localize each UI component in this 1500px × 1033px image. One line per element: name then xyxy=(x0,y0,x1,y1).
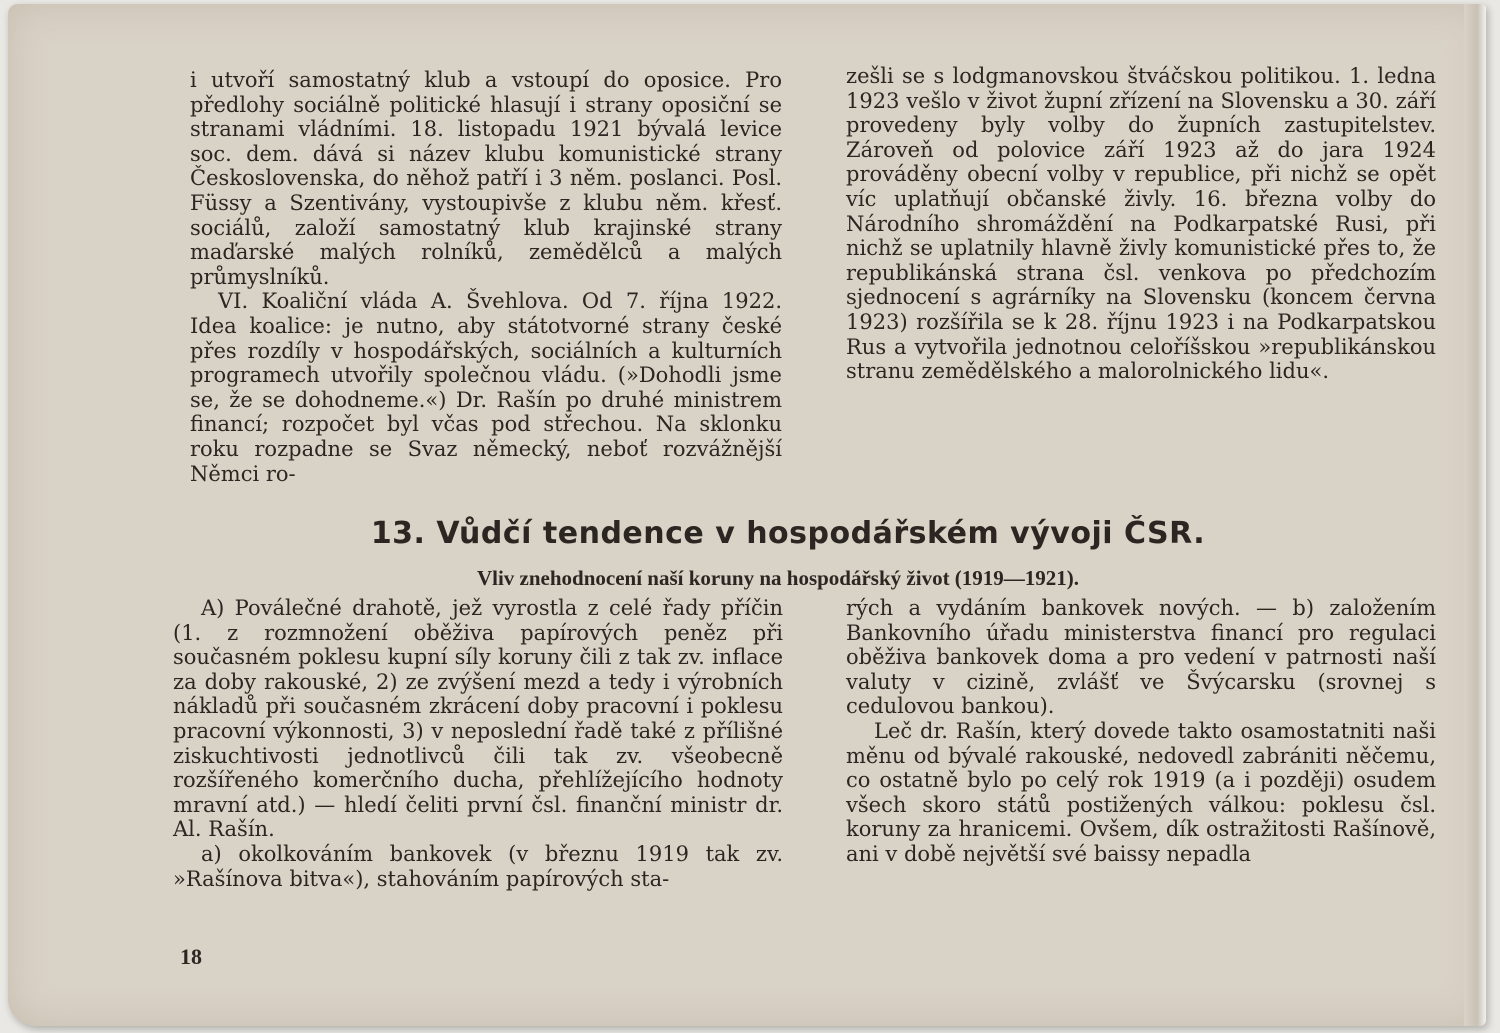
book-page xyxy=(8,4,1486,1026)
paragraph: VI. Koaliční vláda A. Švehlova. Od 7. října 1922. Idea koalice: je nutno, aby státotvorné strany české přes rozdíly v hospodářských, sociálních a kulturních programech utvořily společnou vládu. (»Dohodli jsme se, že se dohodneme.«) Dr. Rašín po druhé ministrem financí; rozpočet byl včas pod střechou. Na sklonku roku rozpadne se Svaz německý, neboť rozvážnější Němci ro- xyxy=(190,289,782,486)
text-column-top-right xyxy=(846,64,1436,384)
page-number: 18 xyxy=(180,944,202,969)
paragraph: rých a vydáním bankovek nových. — b) založením Bankovního úřadu ministerstva financí pro regulaci oběživa bankovek doma a pro vedení v patrnosti naší valuty v cizině, zvlášť ve Švýcarsku (srovnej s cedulovou bankou). xyxy=(846,596,1436,719)
paragraph: a) okolkováním bankovek (v březnu 1919 tak zv. »Rašínova bitva«), stahováním papírových sta- xyxy=(173,841,783,891)
text-column-bottom-left xyxy=(173,596,783,891)
text-column-top-left xyxy=(190,68,782,486)
paragraph: A) Poválečné drahotě, jež vyrostla z celé řady příčin (1. z rozmnožení oběživa papírových peněz při současném poklesu kupní síly koruny čili z tak zv. inflace za doby rakouské, 2) ze zvýšení mezd a tedy i výrobních nákladů při současném zkrácení doby pracovní i poklesu pracovní výkonnosti, 3) v neposlední řadě také z přílišné ziskuchtivosti jednotlivců čili tak zv. všeobecně rozšířeného komerčního ducha, přehlížejícího hodnoty mravní atd.) — hledí čeliti první čsl. finanční ministr dr. Al. Rašín. xyxy=(173,596,783,842)
paragraph: i utvoří samostatný klub a vstoupí do oposice. Pro předlohy sociálně politické hlasují i strany oposiční se stranami vládními. 18. listopadu 1921 bývalá levice soc. dem. dává si název klubu komunistické strany Československa, do něhož patří i 3 něm. poslanci. Posl. Füssy a Szentivány, vystoupivše z klubu něm. křesť. sociálů, založí samostatný klub krajinské strany maďarské malých rolníků, zemědělců a malých průmyslníků. xyxy=(190,68,782,289)
section-heading: 13. Vůdčí tendence v hospodářském vývoji ČSR. xyxy=(370,516,1206,551)
paragraph: zešli se s lodgmanovskou štváčskou politikou. 1. ledna 1923 vešlo v život župní zřízení na Slovensku a 30. září provedeny byly volby do župních zastupitelstev. Zároveň od polovice září 1923 až do jara 1924 prováděny obecní volby v republice, při nichž se opět víc uplatňují občanské živly. 16. března volby do Národního shromáždění na Podkarpatské Rusi, při nichž se uplatnily hlavně živly komunistické přes to, že republikánská strana čsl. venkova po předchozím sjednocení s agrárníky na Slovensku (koncem června 1923) rozšířila se k 28. říjnu 1923 i na Podkarpatskou Rus a vytvořila jednotnou celoříšskou »republikánskou stranu zemědělského a malorolnického lidu«. xyxy=(846,64,1436,384)
page-edge xyxy=(1464,4,1486,1026)
section-subheading: Vliv znehodnocení naší koruny na hospodářský život (1919—1921). xyxy=(476,566,1080,590)
paragraph: Leč dr. Rašín, který dovede takto osamostatniti naši měnu od bývalé rakouské, nedovedl zabrániti něčemu, co ostatně bylo po celý rok 1919 (a i později) osudem všech skoro států postižených válkou: poklesu čsl. koruny za hranicemi. Ovšem, dík ostražitosti Rašínově, ani v době největší své baissy nepadla xyxy=(846,718,1436,866)
text-column-bottom-right xyxy=(846,596,1436,867)
